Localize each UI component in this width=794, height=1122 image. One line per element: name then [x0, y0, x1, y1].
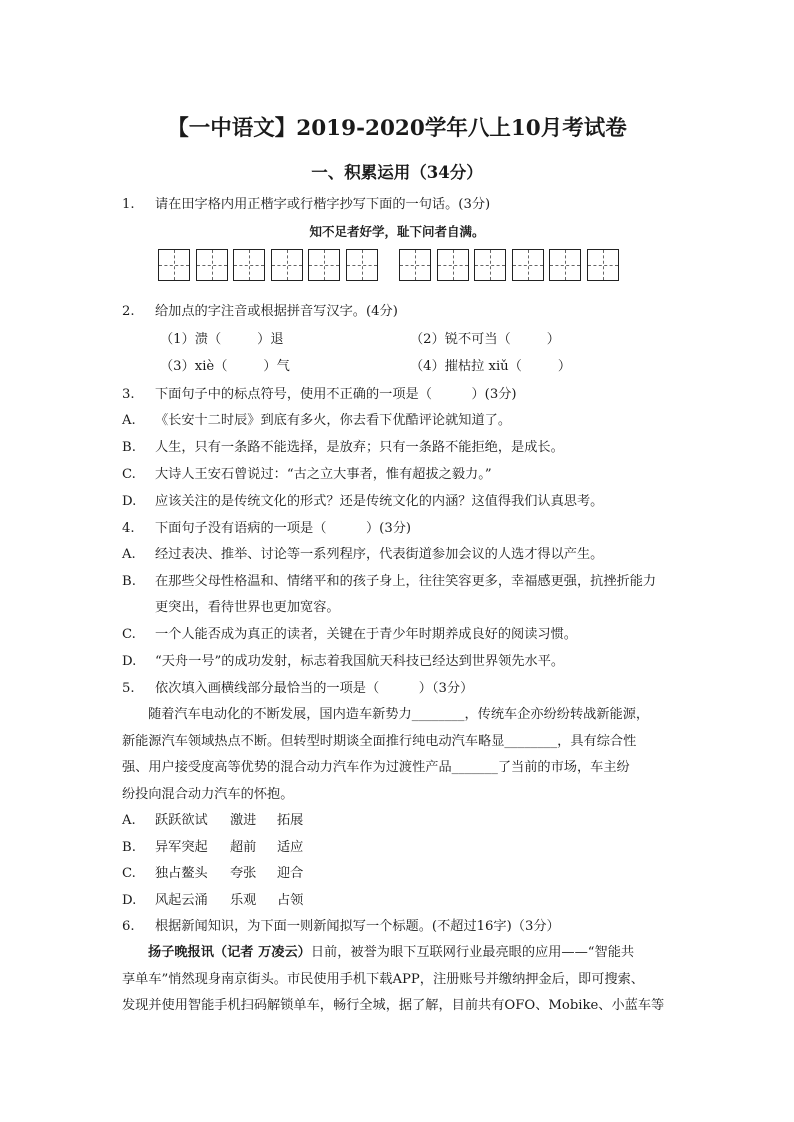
tianzige-cell[interactable]: [271, 249, 303, 281]
item-tail: ）气: [263, 359, 290, 374]
q5-option-c: [122, 865, 303, 883]
question-number: 2.: [122, 304, 135, 319]
q2-item-4: [410, 358, 571, 376]
tianzige-cell[interactable]: [196, 249, 228, 281]
option-text: 应该关注的是传统文化的形式？还是传统文化的内涵？这值得我们认真思考。: [155, 494, 604, 509]
question-1: [122, 196, 490, 214]
option-word: 超前: [230, 840, 257, 855]
q2-item-3: [160, 358, 290, 376]
q3-option-a: [122, 412, 511, 430]
tianzige-cell[interactable]: [308, 249, 340, 281]
tianzige-cell[interactable]: [346, 249, 378, 281]
question-prompt: 根据新闻知识，为下面一则新闻拟写一个标题。(不超过16字)（3分）: [155, 919, 560, 934]
tianzige-grid-group-2: [399, 249, 624, 283]
tianzige-cell[interactable]: [587, 249, 619, 281]
q5-passage-line: 纷投向混合动力汽车的怀抱。: [122, 787, 294, 802]
option-word: 迎合: [277, 866, 304, 881]
question-5: [122, 680, 473, 698]
q4-option-d: [122, 653, 564, 671]
option-key: B.: [122, 440, 136, 455]
exam-title: 【一中语文】2019-2020学年八上10月考试卷: [167, 116, 627, 141]
copy-sentence: 知不足者好学，耻下问者自满。: [309, 224, 485, 239]
question-6: [122, 918, 560, 936]
option-word: 乐观: [230, 893, 257, 908]
question-number: 6.: [122, 919, 135, 934]
option-key: D.: [122, 654, 137, 669]
question-number: 1.: [122, 197, 135, 212]
option-key: A.: [122, 413, 136, 428]
option-word: 独占鳌头: [155, 866, 208, 881]
news-text: 日前，被誉为眼下互联网行业最亮眼的应用——“智能共: [310, 945, 635, 960]
item-label: （4）摧枯拉 xiǔ（: [410, 359, 522, 374]
item-label: （3）xiè（: [160, 359, 228, 374]
tianzige-cell[interactable]: [399, 249, 431, 281]
q3-option-b: [122, 439, 564, 457]
option-key: C.: [122, 627, 136, 642]
question-2: [122, 303, 398, 321]
question-3: [122, 386, 517, 404]
option-key: D.: [122, 893, 137, 908]
q4-option-b: [122, 573, 656, 591]
option-word: 激进: [230, 813, 257, 828]
tianzige-cell[interactable]: [512, 249, 544, 281]
item-label: （1）溃（: [160, 332, 222, 347]
q5-passage-line: 新能源汽车领域热点不断。但转型时期谈全面推行纯电动汽车略显________，具有综合性: [122, 734, 637, 749]
q4-option-a: [122, 546, 603, 564]
q5-option-b: [122, 839, 303, 857]
question-number: 3.: [122, 387, 135, 402]
tianzige-cell[interactable]: [549, 249, 581, 281]
question-prompt: 下面句子中的标点符号，使用不正确的一项是（ ）(3分): [155, 387, 517, 402]
q2-item-1: [160, 331, 284, 349]
tianzige-cell[interactable]: [158, 249, 190, 281]
option-text: 经过表决、推举、讨论等一系列程序，代表街道参加会议的人选才得以产生。: [155, 547, 604, 562]
option-word: 占领: [277, 893, 304, 908]
option-text: 《长安十二时辰》到底有多火，你去看下优酷评论就知道了。: [155, 413, 512, 428]
option-key: A.: [122, 813, 136, 828]
news-lead: 扬子晚报讯（记者 万凌云）: [148, 945, 311, 960]
item-tail: ）退: [257, 332, 284, 347]
item-tail: ）: [557, 359, 572, 374]
q6-news-line: 发现并使用智能手机扫码解锁单车，畅行全城，据了解，目前共有OFO、Mobike、小蓝车等: [122, 998, 665, 1013]
question-prompt: 给加点的字注音或根据拼音写汉字。(4分): [155, 304, 398, 319]
option-word: 适应: [277, 840, 304, 855]
tianzige-cell[interactable]: [437, 249, 469, 281]
q6-news-line: [148, 944, 634, 962]
option-key: D.: [122, 494, 137, 509]
q4-option-b-continued: 更突出，看待世界也更加宽容。: [155, 600, 340, 615]
q5-passage-line: 强、用户接受度高等优势的混合动力汽车作为过渡性产品_______了当前的市场，车主纷: [122, 760, 630, 775]
option-text: 人生，只有一条路不能选择，是放弃；只有一条路不能拒绝，是成长。: [155, 440, 564, 455]
question-4: [122, 520, 411, 538]
option-text: “天舟一号”的成功发射，标志着我国航天科技已经达到世界领先水平。: [155, 654, 565, 669]
tianzige-cell[interactable]: [474, 249, 506, 281]
question-prompt: 请在田字格内用正楷字或行楷字抄写下面的一句话。(3分): [155, 197, 491, 212]
q3-option-d: [122, 493, 603, 511]
section-title: 一、积累运用（34分）: [311, 163, 483, 182]
option-word: 夸张: [230, 866, 257, 881]
option-key: C.: [122, 866, 136, 881]
question-number: 4.: [122, 521, 135, 536]
q5-option-a: [122, 812, 303, 830]
option-word: 拓展: [277, 813, 304, 828]
option-word: 跃跃欲试: [155, 813, 208, 828]
option-key: C.: [122, 467, 136, 482]
option-text: 一个人能否成为真正的读者，关键在于青少年时期养成良好的阅读习惯。: [155, 627, 577, 642]
option-text: 大诗人王安石曾说过：“古之立大事者，惟有超拔之毅力。”: [155, 467, 492, 482]
q6-news-line: 享单车”悄然现身南京街头。市民使用手机下载APP，注册账号并缴纳押金后，即可搜索、: [122, 972, 644, 987]
option-word: 风起云涌: [155, 893, 208, 908]
option-key: A.: [122, 547, 136, 562]
option-key: B.: [122, 840, 136, 855]
tianzige-grid-group-1: [158, 249, 383, 283]
question-prompt: 依次填入画横线部分最恰当的一项是（ ）（3分）: [155, 681, 474, 696]
option-key: B.: [122, 574, 136, 589]
q4-option-c: [122, 626, 577, 644]
question-prompt: 下面句子没有语病的一项是（ ）(3分): [155, 521, 412, 536]
option-word: 异军突起: [155, 840, 208, 855]
q2-item-2: [410, 331, 560, 349]
q5-option-d: [122, 892, 303, 910]
option-text: 在那些父母性格温和、情绪平和的孩子身上，往往笑容更多，幸福感更强，抗挫折能力: [155, 574, 657, 589]
item-tail: ）: [546, 332, 560, 347]
q3-option-c: [122, 466, 492, 484]
question-number: 5.: [122, 681, 135, 696]
tianzige-cell[interactable]: [233, 249, 265, 281]
q5-passage-line: 随着汽车电动化的不断发展，国内造车新势力________，传统车企亦纷纷转战新能源，: [148, 707, 650, 722]
item-label: （2）锐不可当（: [410, 332, 511, 347]
